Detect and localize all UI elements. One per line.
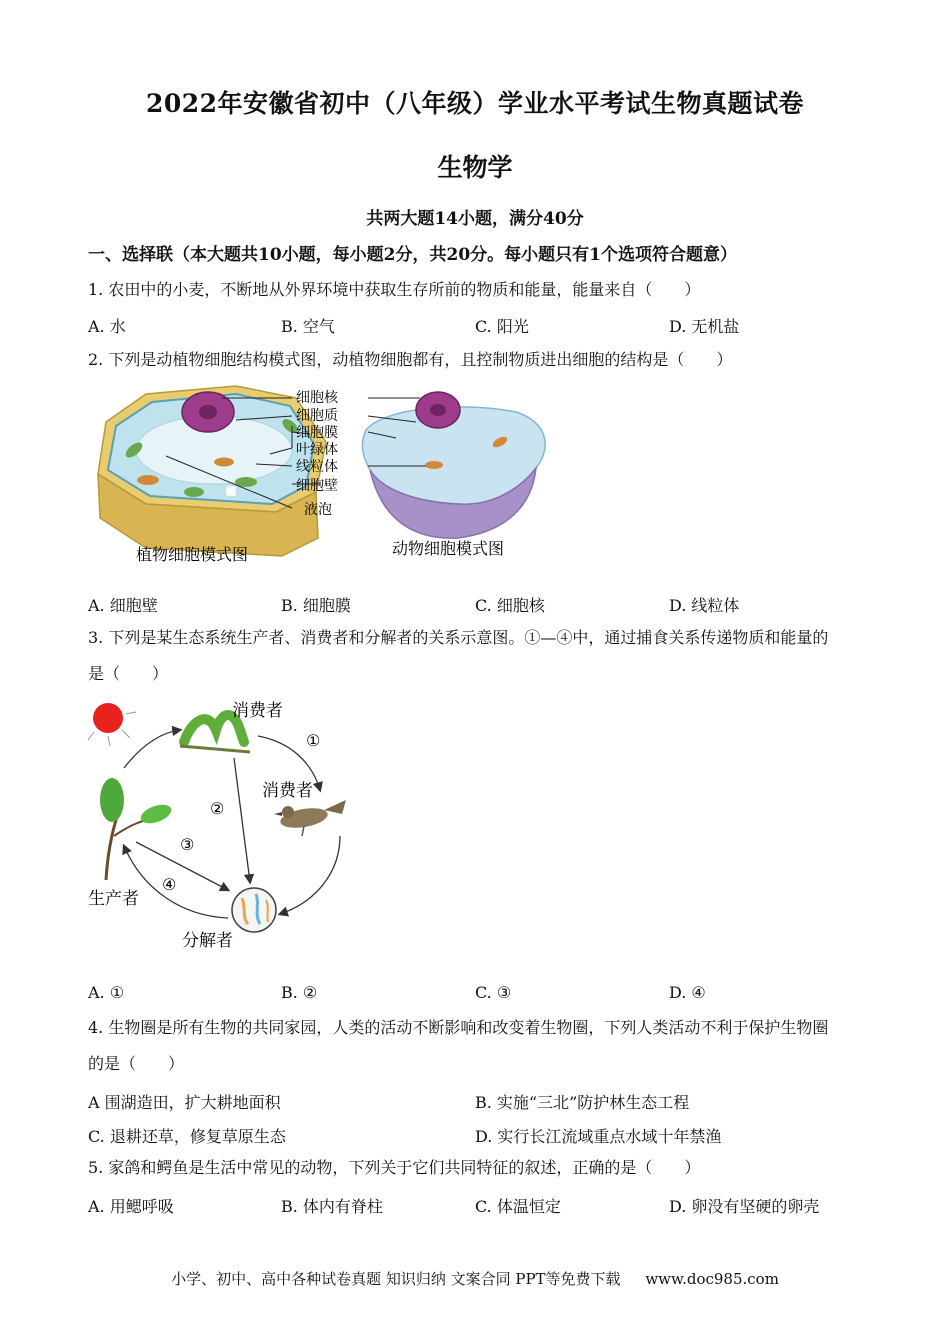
- question-2-stem: 2. 下列是动植物细胞结构模式图，动植物细胞都有，且控制物质进出细胞的结构是（ ）: [88, 350, 733, 369]
- q2-option-b: B. 细胞膜: [281, 596, 351, 615]
- q5-option-c: C. 体温恒定: [475, 1197, 561, 1216]
- q3-option-d: D. ④: [669, 983, 706, 1002]
- q3-option-a: A. ①: [88, 983, 125, 1002]
- q2-option-a: A. 细胞壁: [88, 596, 158, 615]
- q4-option-d: D. 实行长江流域重点水域十年禁渔: [475, 1127, 722, 1146]
- question-1-stem: 1. 农田中的小麦，不断地从外界环境中获取生存所前的物质和能量，能量来自（ ）: [88, 280, 701, 299]
- q1-option-d: D. 无机盐: [669, 317, 740, 336]
- q4-option-b: B. 实施“三北”防护林生态工程: [475, 1093, 690, 1112]
- exam-summary: 共两大题14小题，满分40分: [366, 209, 584, 229]
- question-4-stem-line1: 4. 生物圈是所有生物的共同家园，人类的活动不断影响和改变着生物圈，下列人类活动不利于保护生物圈: [88, 1018, 829, 1037]
- label-membrane: 细胞膜: [296, 425, 338, 441]
- label-cytoplasm: 细胞质: [296, 408, 338, 424]
- q5-option-a: A. 用鳃呼吸: [88, 1197, 174, 1216]
- plant-cell-caption: 植物细胞模式图: [136, 545, 249, 564]
- q4-option-a: A 围湖造田，扩大耕地面积: [88, 1093, 281, 1112]
- footer-text: 小学、初中、高中各种试卷真题 知识归纳 文案合同 PPT等免费下载: [171, 1270, 621, 1288]
- ecosystem-diagram: [84, 696, 364, 958]
- section-heading: 一、选择联（本大题共10小题，每小题2分，共20分。每小题只有1个选项符合题意）: [88, 245, 737, 265]
- marker-3: ③: [180, 835, 195, 854]
- marker-1: ①: [306, 731, 321, 750]
- q3-option-c: C. ③: [475, 983, 512, 1002]
- sun-icon: [93, 703, 123, 733]
- q5-option-d: D. 卵没有坚硬的卵壳: [669, 1197, 820, 1216]
- label-decomposer: 分解者: [182, 931, 233, 951]
- label-consumer-2: 消费者: [262, 781, 313, 801]
- q1-option-b: B. 空气: [281, 317, 335, 336]
- exam-title: 2022年安徽省初中（八年级）学业水平考试生物真题试卷: [145, 89, 805, 118]
- animal-cell-caption: 动物细胞模式图: [392, 539, 505, 558]
- q2-option-d: D. 线粒体: [669, 596, 740, 615]
- page-footer: [0, 1268, 950, 1289]
- subject-title: 生物学: [437, 153, 513, 182]
- cell-diagram: [86, 382, 556, 572]
- label-mitochondria: 线粒体: [296, 459, 338, 475]
- q4-option-c: C. 退耕还草，修复草原生态: [88, 1127, 286, 1146]
- marker-2: ②: [210, 799, 225, 818]
- bird-icon: [274, 800, 346, 836]
- question-5-stem: 5. 家鸽和鳄鱼是生活中常见的动物，下列关于它们共同特征的叙述，正确的是（ ）: [88, 1158, 701, 1177]
- footer-site-link[interactable]: www.doc985.com: [645, 1270, 779, 1288]
- label-chloroplast: 叶绿体: [296, 442, 338, 458]
- label-producer: 生产者: [88, 889, 139, 909]
- q5-option-b: B. 体内有脊柱: [281, 1197, 383, 1216]
- question-3-stem-line2: 是（ ）: [88, 664, 169, 683]
- question-4-stem-line2: 的是（ ）: [88, 1054, 185, 1073]
- label-nucleus: 细胞核: [296, 390, 338, 406]
- q2-option-c: C. 细胞核: [475, 596, 545, 615]
- q3-option-b: B. ②: [281, 983, 318, 1002]
- decomposer-icon: [232, 888, 276, 932]
- question-3-stem-line1: 3. 下列是某生态系统生产者、消费者和分解者的关系示意图。①—④中，通过捕食关系传递物质和能量的: [88, 628, 829, 647]
- marker-4: ④: [162, 875, 177, 894]
- plant-icon: [100, 778, 174, 880]
- label-vacuole: 液泡: [304, 502, 332, 518]
- q1-option-c: C. 阳光: [475, 317, 529, 336]
- label-cell-wall: 细胞壁: [296, 478, 338, 494]
- q1-option-a: A. 水: [88, 317, 126, 336]
- label-consumer-1: 消费者: [232, 701, 283, 721]
